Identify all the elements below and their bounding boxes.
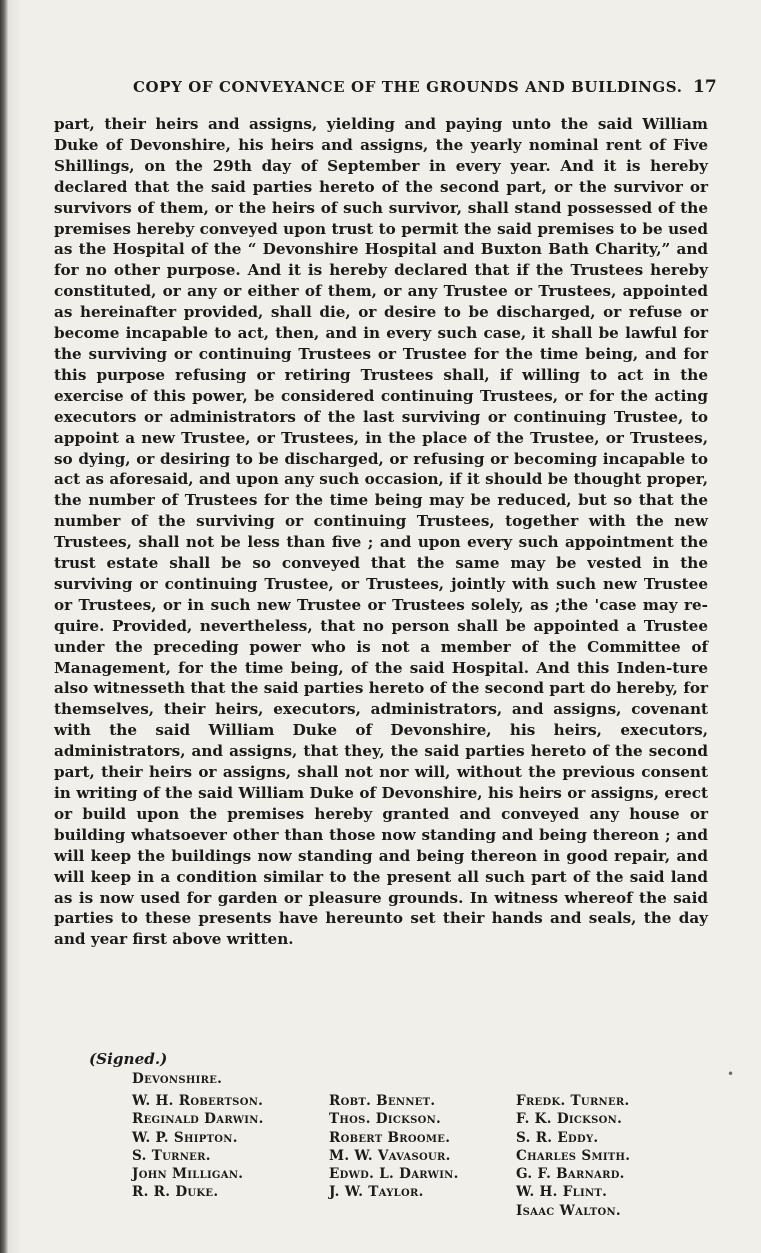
signatory-name: John Milligan. (132, 1166, 244, 1183)
signatory-name: M. W. Vavasour. (329, 1147, 451, 1164)
signatory-name: W. H. Robertson. (132, 1093, 264, 1109)
signatory-column-3 (516, 1092, 630, 1220)
gutter-shading (9, 0, 21, 1253)
signatory-name: Fredk. Turner. (516, 1093, 630, 1109)
signatory-name: Thos. Dickson. (329, 1111, 442, 1128)
signatory-name: Robert Broome. (329, 1129, 451, 1146)
signatory-name: J. W. Taylor. (329, 1184, 424, 1201)
signatory-name: Edwd. L. Darwin. (329, 1166, 459, 1183)
conveyance-text (54, 114, 708, 950)
signatory-name: Isaac Walton. (516, 1202, 621, 1219)
signatory-lead: Devonshire. (132, 1071, 223, 1087)
signatory-name: F. K. Dickson. (516, 1111, 623, 1128)
ink-speck-mark: • (727, 1067, 735, 1081)
running-head: COPY OF CONVEYANCE OF THE GROUNDS AND BUILDINGS. (133, 78, 683, 96)
signatory-column-1 (132, 1092, 264, 1202)
signatory-name: G. F. Barnard. (516, 1166, 625, 1183)
signatory-name: Charles Smith. (516, 1147, 631, 1164)
signed-label: (Signed.) (89, 1050, 168, 1068)
page-header (0, 78, 761, 102)
signatory-name: R. R. Duke. (132, 1184, 219, 1201)
signatory-name: Reginald Darwin. (132, 1111, 264, 1128)
body-paragraph: part, their heirs and assigns, yielding and paying unto the said William Duke of Devonshire, his heirs and assigns, the yearly nominal rent of Five Shillings, on the 29th day of September in every year. And it is hereby declared that the said parties hereto of the second part, or the survivor or survivors of them, or the heirs of such survivor, shall stand possessed of the premises hereby conveyed upon trust to permit the said premises to be used as the Hospital of the “ Devonshire Hospital and Buxton Bath Charity,” and for no other purpose. And it is hereby declared that if the Trustees hereby constituted, or any or either of them, or any Trustee or Trustees, appointed as hereinafter provided, shall die, or desire to be discharged, or refuse or become incapable to act, then, and in every such case, it shall be lawful for the surviving or continuing Trustees or Trustee for the time being, and for this purpose refusing or retiring Trustees shall, if willing to act in the exercise of this power, be considered continuing Trustees, or for the acting executors or administrators of the last surviving or continuing Trustee, to appoint a new Trustee, or Trustees, in the place of the Trustee, or Trustees, so dying, or desiring to be discharged, or refusing or becoming incapable to act as aforesaid, and upon any such occasion, if it should be thought proper, the number of Trustees for the time being may be reduced, but so that the number of the surviving or continuing Trustees, together with the new Trustees, shall not be less than five ; and upon every such appointment the trust estate shall be so conveyed that the same may be vested in the surviving or continuing Trustee, or Trustees, jointly with such new Trustee or Trustees, or in such new Trustee or Trustees solely, as ;the 'case may re-quire. Provided, nevertheless, that no person shall be appointed a Trustee under the preceding power who is not a member of the Committee of Management, for the time being, of the said Hospital. And this Inden-ture also witnesseth that the said parties hereto of the second part do hereby, for themselves, their heirs, executors, administrators, and assigns, covenant with the said William Duke of Devonshire, his heirs, executors, administrators, and assigns, that they, the said parties hereto of the second part, their heirs or assigns, shall not nor will, without the previous consent in writing of the said William Duke of Devonshire, his heirs or assigns, erect or build upon the premises hereby granted and conveyed any house or building whatsoever other than those now standing and being thereon ; and will keep the buildings now standing and being thereon in good repair, and will keep in a condition similar to the present all such part of the said land as is now used for garden or pleasure grounds. In witness whereof the said parties to these presents have hereunto set their hands and seals, the day and year first above written. (54, 115, 708, 949)
signatory-name: S. R. Eddy. (516, 1129, 599, 1146)
signatory-name: Robt. Bennet. (329, 1093, 436, 1109)
page-number: 17 (693, 77, 717, 97)
signatory-name: S. Turner. (132, 1147, 211, 1164)
book-spine-shadow (0, 0, 9, 1253)
signatory-column-2 (329, 1092, 459, 1202)
signatory-name: W. P. Shipton. (132, 1129, 238, 1146)
signatory-name: W. H. Flint. (516, 1184, 608, 1201)
